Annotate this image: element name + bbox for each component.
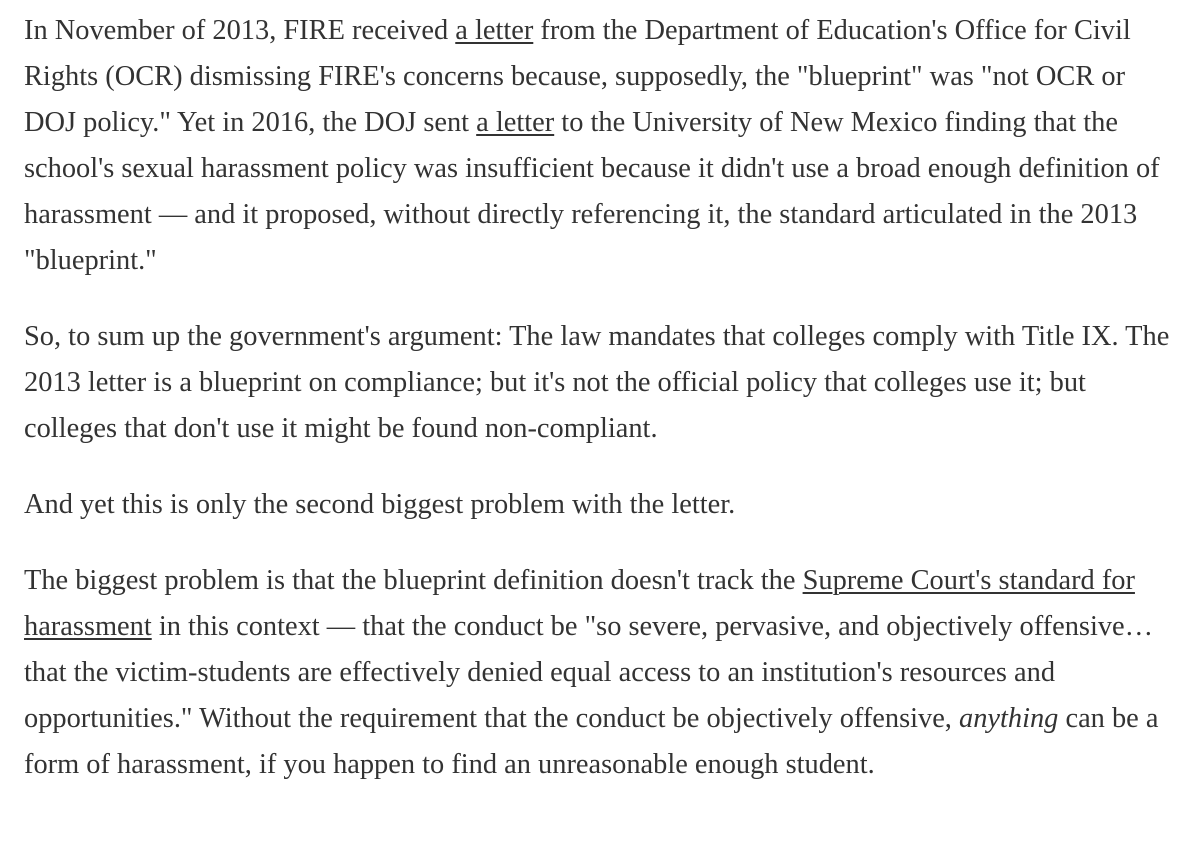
paragraph-2: So, to sum up the government's argument: The law mandates that colleges comply with Title IX. The 2013 letter is a blueprint on compliance; but it's not the official policy that colleges use it; but colleges that don't use it might be found non-compliant.	[24, 321, 1170, 444]
paragraph-1-text-b: from the Department of Education's Office for Civil Rights (OCR) dismissing FIRE's concerns because, supposedly, the "blueprint" was "not OCR or DOJ policy." Yet in 2016, the DOJ sent	[24, 15, 1131, 138]
ocr-letter-link[interactable]: a letter	[455, 15, 534, 46]
paragraph-4-text-c: can be a form of harassment, if you happen to find an unreasonable enough student.	[24, 703, 1159, 780]
supreme-court-standard-link[interactable]: Supreme Court's standard for harassment	[24, 565, 1135, 642]
paragraph-3: And yet this is only the second biggest problem with the letter.	[24, 489, 736, 520]
paragraph-1-text-c: to the University of New Mexico finding that the school's sexual harassment policy was insufficient because it didn't use a broad enough definition of harassment — and it proposed, without directly referencing it, the standard articulated in the 2013 "blueprint."	[24, 107, 1160, 276]
doj-letter-link[interactable]: a letter	[476, 107, 555, 138]
paragraph-4-text-b: in this context — that the conduct be "so severe, pervasive, and objectively offensive… that the victim-students are effectively denied equal access to an institution's resources and opportunities." Without the requirement that the conduct be objectively offensive,	[24, 611, 1154, 734]
paragraph-4-text-a: The biggest problem is that the blueprint definition doesn't track the	[24, 565, 803, 596]
emphasis-anything: anything	[959, 703, 1059, 734]
paragraph-4	[24, 558, 1172, 788]
paragraph-1	[24, 8, 1172, 284]
paragraph-1-text-a: In November of 2013, FIRE received	[24, 15, 456, 46]
